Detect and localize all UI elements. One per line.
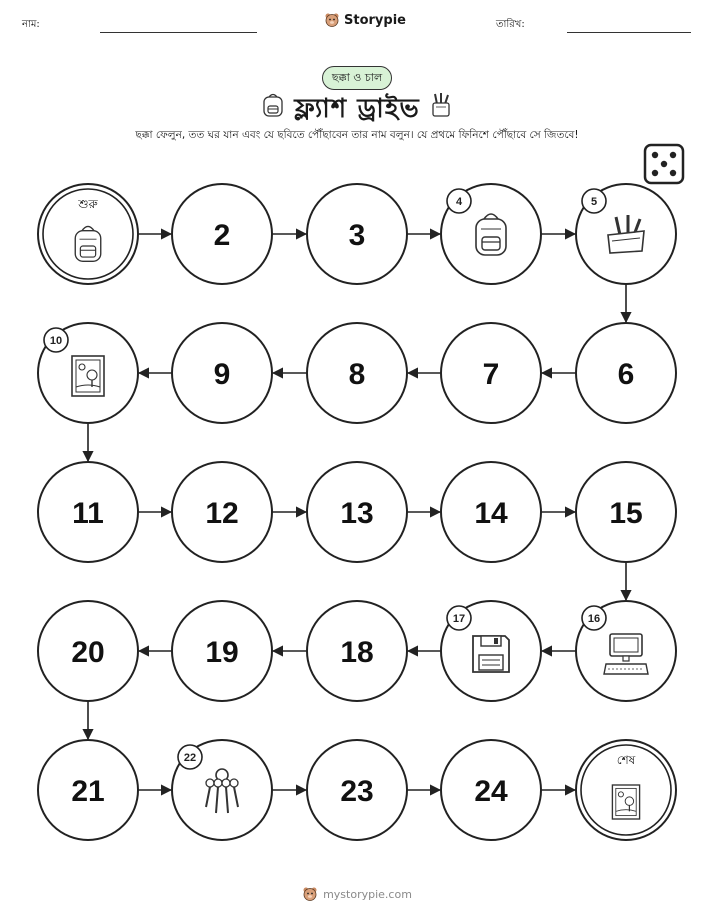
board-cell-23[interactable] — [307, 740, 407, 840]
cell-number: 15 — [609, 497, 643, 530]
board-cell-17[interactable] — [441, 601, 541, 701]
cell-number: 9 — [213, 358, 231, 391]
board-cell-1[interactable] — [38, 184, 138, 284]
computer-icon — [604, 634, 648, 674]
board-cell-9[interactable] — [172, 323, 272, 423]
cell-number: 18 — [340, 636, 374, 669]
date-label: তারিখ: — [496, 19, 525, 30]
cell-number: 22 — [183, 752, 197, 764]
board-cell-16[interactable] — [576, 601, 676, 701]
cell-number: 19 — [205, 636, 239, 669]
cell-number: 5 — [590, 196, 598, 208]
instructions-text: ছক্কা ফেলুন, তত ঘর যান এবং যে ছবিতে পৌঁছাবেন তার নাম বলুন। যে প্রথমে ফিনিশে পৌঁছাবে সে জিতবে! — [135, 129, 579, 141]
board-cell-25[interactable] — [576, 740, 676, 840]
name-label: নাম: — [22, 19, 40, 30]
board-cell-14[interactable] — [441, 462, 541, 562]
board-cell-5[interactable] — [576, 184, 676, 284]
board-cell-18[interactable] — [307, 601, 407, 701]
cell-number: 24 — [474, 775, 508, 808]
board-cell-22[interactable] — [172, 740, 272, 840]
cell-number: 14 — [474, 497, 508, 530]
cell-number: 10 — [49, 335, 63, 347]
worksheet-title: ফ্ল্যাশ ড্রাইভ — [294, 94, 420, 124]
cell-number: 17 — [452, 613, 466, 625]
board-cell-19[interactable] — [172, 601, 272, 701]
backpack-icon — [75, 226, 101, 261]
board-cell-15[interactable] — [576, 462, 676, 562]
board-cell-8[interactable] — [307, 323, 407, 423]
cell-number: 7 — [482, 358, 500, 391]
board-cell-21[interactable] — [38, 740, 138, 840]
cell-number: 16 — [587, 613, 601, 625]
board-cell-10[interactable] — [38, 323, 138, 423]
cell-number: 13 — [340, 497, 374, 530]
board-cell-2[interactable] — [172, 184, 272, 284]
cell-number: 23 — [340, 775, 374, 808]
category-tag: ছক্কা ও চাল — [322, 66, 392, 90]
footer-site: mystorypie.com — [323, 887, 412, 901]
cell-number: 6 — [617, 358, 635, 391]
board-cell-4[interactable] — [441, 184, 541, 284]
board-cell-20[interactable] — [38, 601, 138, 701]
backpack-icon — [476, 214, 506, 255]
cell-number: 12 — [205, 497, 239, 530]
board-cell-13[interactable] — [307, 462, 407, 562]
cell-number: 21 — [71, 775, 105, 808]
board-cell-7[interactable] — [441, 323, 541, 423]
start-label: শুরু — [78, 197, 98, 211]
cell-number: 8 — [348, 358, 366, 391]
board-cell-12[interactable] — [172, 462, 272, 562]
board-cell-3[interactable] — [307, 184, 407, 284]
board-cell-11[interactable] — [38, 462, 138, 562]
bear-logo-icon — [302, 886, 318, 902]
board-cell-6[interactable] — [576, 323, 676, 423]
landscape-picture-icon — [72, 356, 104, 396]
footer — [0, 886, 714, 902]
brand-name: Storypie — [344, 12, 406, 28]
cell-number: 11 — [72, 497, 104, 530]
floppy-disk-icon — [473, 636, 509, 672]
cell-number: 20 — [71, 636, 105, 669]
end-label: শেষ — [616, 753, 636, 767]
cell-number: 4 — [455, 196, 463, 208]
landscape-picture-icon — [612, 785, 639, 819]
cell-number: 3 — [348, 219, 366, 252]
cell-number: 2 — [213, 219, 231, 252]
board-cell-24[interactable] — [441, 740, 541, 840]
